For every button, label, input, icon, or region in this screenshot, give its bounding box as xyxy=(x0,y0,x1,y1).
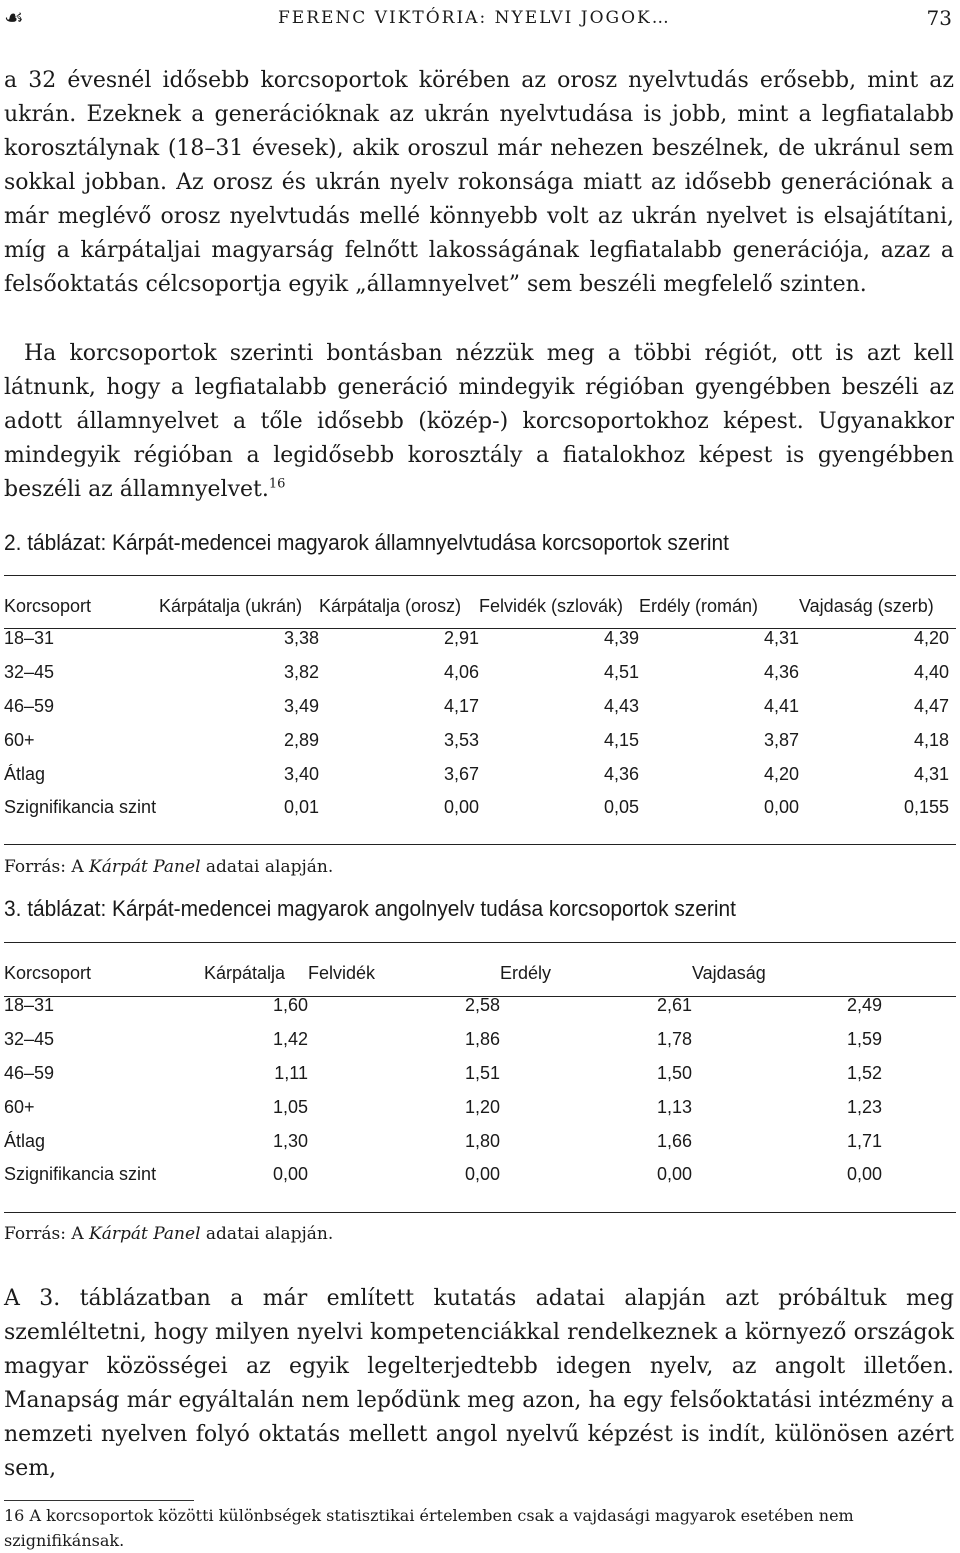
table-row xyxy=(4,1158,882,1192)
value-cell: 0,00 xyxy=(846,1164,882,1185)
table-2-bottom-rule xyxy=(4,844,956,845)
table-2-header-row xyxy=(4,590,949,622)
column-header: Kárpátalja (orosz) xyxy=(319,595,462,616)
value-cell: 1,13 xyxy=(656,1096,692,1117)
value-cell: 2,61 xyxy=(656,995,692,1016)
table-row xyxy=(4,757,949,791)
row-label-cell: Szignifikancia szint xyxy=(4,797,157,818)
footnote-rule xyxy=(4,1500,194,1501)
value-cell: 1,80 xyxy=(464,1130,500,1151)
row-label-cell: 46–59 xyxy=(4,1062,55,1083)
table-2-top-rule xyxy=(4,575,956,576)
table-2-body xyxy=(4,622,949,825)
table-3-header-row xyxy=(4,957,882,989)
row-label-cell: 46–59 xyxy=(4,695,55,716)
value-cell: 1,60 xyxy=(272,995,308,1016)
value-cell: 4,36 xyxy=(603,763,639,784)
value-cell: 4,06 xyxy=(443,662,479,683)
row-label-cell: Szignifikancia szint xyxy=(4,1164,157,1185)
value-cell: 0,00 xyxy=(443,797,479,818)
value-cell: 3,82 xyxy=(283,662,319,683)
table-3-top-rule xyxy=(4,942,956,943)
value-cell: 4,43 xyxy=(603,695,639,716)
table-row xyxy=(4,791,949,825)
value-cell: 3,67 xyxy=(443,763,479,784)
column-header: Erdély xyxy=(500,962,552,983)
value-cell: 0,00 xyxy=(763,797,799,818)
value-cell: 2,91 xyxy=(443,628,479,649)
value-cell: 4,47 xyxy=(913,695,949,716)
table-row xyxy=(4,1057,882,1091)
table-row xyxy=(4,723,949,757)
value-cell: 1,66 xyxy=(656,1130,692,1151)
value-cell: 0,155 xyxy=(903,797,949,818)
value-cell: 4,20 xyxy=(763,763,799,784)
table-3-body xyxy=(4,989,882,1192)
column-header: Kárpátalja xyxy=(204,962,286,983)
body-paragraph-2-text: Ha korcsoportok szerinti bontásban nézzük meg a többi régiót, ott is azt kell látnunk, hogy a legfiatalabb generáció mindegyik régióban gyengébben beszéli az adott államnyelvet a tőle idősebb (közép-) korcsoportokhoz képest. Ugyanakkor mindegyik régióban a legidősebb korosztály a fiatalokhoz képest is gyengébben beszéli az államnyelvet. xyxy=(4,341,954,502)
row-label-cell: 32–45 xyxy=(4,662,55,683)
value-cell: 1,42 xyxy=(272,1029,308,1050)
row-label-cell: 60+ xyxy=(4,729,35,750)
value-cell: 1,50 xyxy=(656,1062,692,1083)
value-cell: 3,40 xyxy=(283,763,319,784)
table-row xyxy=(4,1023,882,1057)
value-cell: 0,00 xyxy=(656,1164,692,1185)
table-2-source xyxy=(4,857,333,877)
value-cell: 1,52 xyxy=(846,1062,882,1083)
source-suffix: adatai alapján. xyxy=(200,1224,334,1244)
table-3-source xyxy=(4,1224,333,1244)
value-cell: 3,53 xyxy=(443,729,479,750)
page-header xyxy=(0,0,960,36)
value-cell: 0,05 xyxy=(603,797,639,818)
table-row xyxy=(4,622,949,656)
body-paragraph-2 xyxy=(4,337,954,507)
value-cell: 3,87 xyxy=(763,729,799,750)
source-prefix: Forrás: A xyxy=(4,857,90,877)
row-label-cell: 18–31 xyxy=(4,628,55,649)
value-cell: 1,78 xyxy=(656,1029,692,1050)
row-label-cell: Átlag xyxy=(4,1130,46,1151)
column-header: Kárpátalja (ukrán) xyxy=(159,595,303,616)
value-cell: 4,40 xyxy=(913,662,949,683)
page-number: 73 xyxy=(926,6,952,30)
running-head: FERENC VIKTÓRIA: NYELVI JOGOK… xyxy=(278,8,671,28)
footnote-text: A korcsoportok közötti különbségek statisztikai értelemben csak a vajdasági magyarok esetében nem szignifikánsak. xyxy=(4,1506,854,1550)
source-italic: Kárpát Panel xyxy=(89,1224,201,1244)
table-3-bottom-rule xyxy=(4,1212,956,1213)
value-cell: 0,01 xyxy=(283,797,319,818)
column-header: Korcsoport xyxy=(4,962,92,983)
column-header: Erdély (román) xyxy=(639,595,759,616)
value-cell: 4,18 xyxy=(913,729,949,750)
value-cell: 1,51 xyxy=(464,1062,500,1083)
column-header: Korcsoport xyxy=(4,595,92,616)
value-cell: 4,39 xyxy=(603,628,639,649)
value-cell: 0,00 xyxy=(272,1164,308,1185)
source-suffix: adatai alapján. xyxy=(200,857,334,877)
value-cell: 4,31 xyxy=(763,628,799,649)
value-cell: 1,71 xyxy=(846,1130,882,1151)
value-cell: 1,59 xyxy=(846,1029,882,1050)
footnote-number: 16 xyxy=(4,1506,25,1525)
column-header: Felvidék xyxy=(308,962,376,983)
value-cell: 4,17 xyxy=(443,695,479,716)
value-cell: 1,11 xyxy=(274,1062,308,1083)
column-header: Felvidék (szlovák) xyxy=(479,595,624,616)
table-row xyxy=(4,1090,882,1124)
value-cell: 4,15 xyxy=(603,729,639,750)
column-header: Vajdaság xyxy=(692,962,766,983)
table-2-title: 2. táblázat: Kárpát-medencei magyarok államnyelvtudása korcsoportok szerint xyxy=(4,530,729,555)
table-row xyxy=(4,656,949,690)
column-header: Vajdaság (szerb) xyxy=(799,595,934,616)
value-cell: 2,58 xyxy=(464,995,500,1016)
table-2 xyxy=(4,590,949,825)
value-cell: 1,30 xyxy=(272,1130,308,1151)
value-cell: 3,49 xyxy=(283,695,319,716)
table-row xyxy=(4,989,882,1023)
table-row xyxy=(4,1124,882,1158)
value-cell: 4,41 xyxy=(763,695,799,716)
row-label-cell: Átlag xyxy=(4,763,46,784)
source-prefix: Forrás: A xyxy=(4,1224,90,1244)
row-label-cell: 18–31 xyxy=(4,995,55,1016)
value-cell: 1,23 xyxy=(846,1096,882,1117)
fleuron-ornament-icon: ☙ xyxy=(4,6,24,31)
value-cell: 1,20 xyxy=(464,1096,500,1117)
table-3-title: 3. táblázat: Kárpát-medencei magyarok angolnyelv tudása korcsoportok szerint xyxy=(4,896,736,921)
value-cell: 4,36 xyxy=(763,662,799,683)
footnote xyxy=(4,1503,949,1553)
row-label-cell: 60+ xyxy=(4,1096,35,1117)
table-3 xyxy=(4,957,882,1192)
value-cell: 1,86 xyxy=(464,1029,500,1050)
body-paragraph-3: A 3. táblázatban a már említett kutatás adatai alapján azt próbáltuk meg szemléltetni, hogy milyen nyelvi kompetenciákkal rendelkeznek a környező országok magyar közösségei az egyik legelterjedtebb idegen nyelv, az angolt illetően. Manapság már egyáltalán nem lepődünk meg azon, ha egy felsőoktatási intézmény a nemzeti nyelven folyó oktatás mellett angol nyelvű képzést is indít, különösen azért sem, xyxy=(4,1286,954,1481)
value-cell: 2,89 xyxy=(283,729,319,750)
value-cell: 1,05 xyxy=(272,1096,308,1117)
value-cell: 2,49 xyxy=(846,995,882,1016)
value-cell: 4,31 xyxy=(913,763,949,784)
table-row xyxy=(4,690,949,724)
footnote-reference[interactable]: 16 xyxy=(268,476,286,492)
row-label-cell: 32–45 xyxy=(4,1029,55,1050)
value-cell: 3,38 xyxy=(283,628,319,649)
source-italic: Kárpát Panel xyxy=(89,857,201,877)
body-paragraph-1: a 32 évesnél idősebb korcsoportok körében az orosz nyelvtudás erősebb, mint az ukrán. Ezeknek a generációknak az ukrán nyelvtudása is jobb, mint a legfiatalabb korosztálynak (18–31 évesek), akik oroszul már nehezen beszélnek, de ukránul sem sokkal jobban. Az orosz és ukrán nyelv rokonsága miatt az idősebb generációnak a már meglévő orosz nyelvtudás mellé könnyebb volt az ukrán nyelvet is elsajátítani, míg a kárpátaljai magyarság felnőtt lakosságának legfiatalabb generációja, azaz a felsőoktatás célcsoportja egyik „államnyelvet” sem beszéli megfelelő szinten. xyxy=(4,68,954,297)
value-cell: 4,20 xyxy=(913,628,949,649)
value-cell: 4,51 xyxy=(603,662,639,683)
value-cell: 0,00 xyxy=(464,1164,500,1185)
